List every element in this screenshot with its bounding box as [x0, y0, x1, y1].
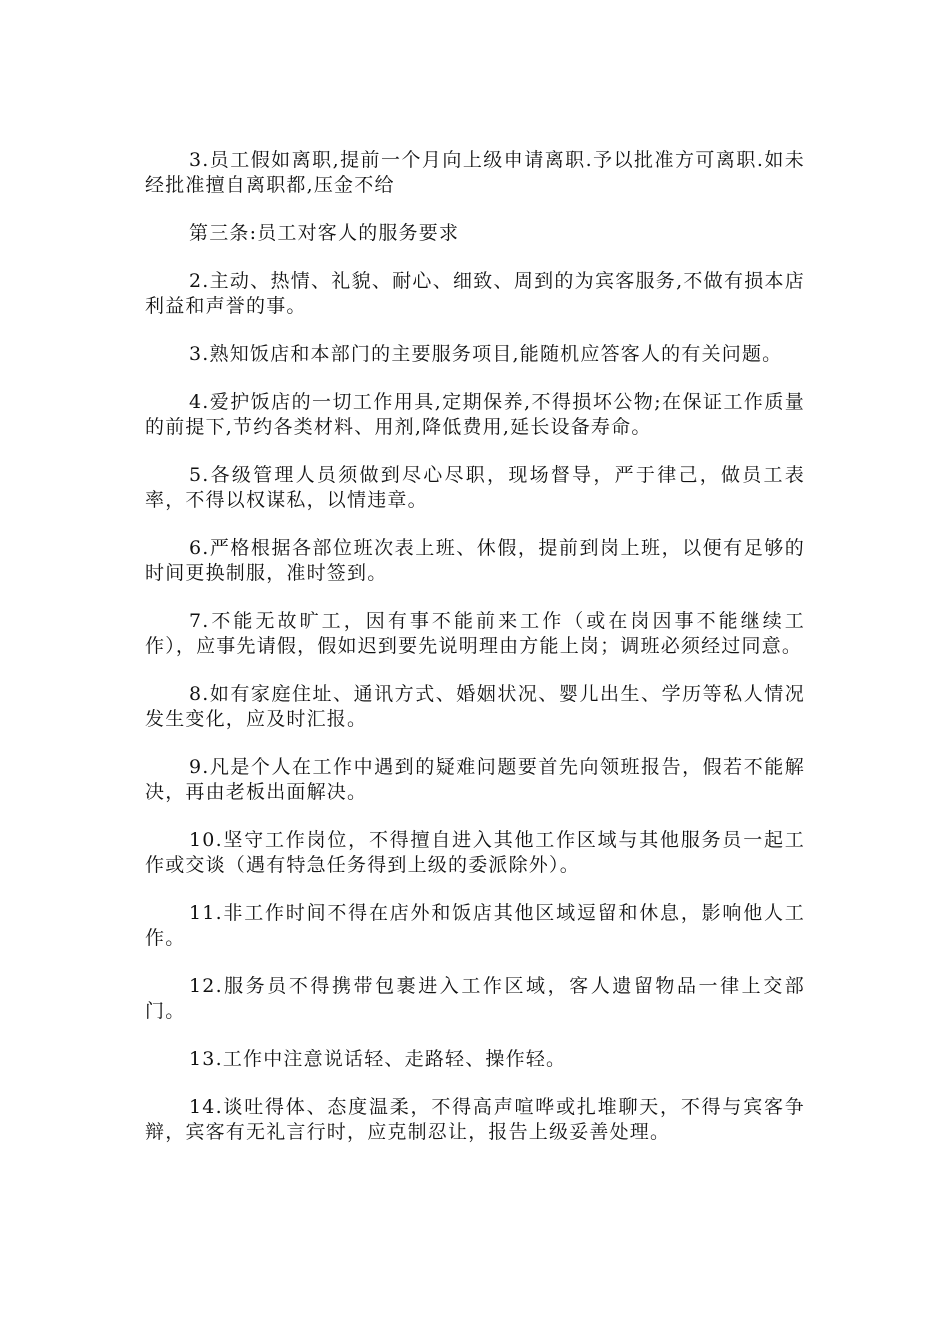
paragraph-item-7: 7.不能无故旷工，因有事不能前来工作（或在岗因事不能继续工作），应事先请假，假如迟到要先说明理由方能上岗；调班必须经过同意。 [145, 610, 805, 657]
paragraph-item-12: 12.服务员不得携带包裹进入工作区域，客人遗留物品一律上交部门。 [145, 975, 805, 1022]
paragraph-item-9: 9.凡是个人在工作中遇到的疑难问题要首先向领班报告，假若不能解决，再由老板出面解决。 [145, 756, 805, 803]
paragraph-item-2: 2.主动、热情、礼貌、耐心、细致、周到的为宾客服务,不做有损本店利益和声誉的事。 [145, 270, 805, 317]
paragraph-item-14: 14.谈吐得体、态度温柔，不得高声喧哗或扎堆聊天，不得与宾客争辩，宾客有无礼言行时，应克制忍让，报告上级妥善处理。 [145, 1096, 805, 1143]
paragraph-item-6: 6.严格根据各部位班次表上班、休假，提前到岗上班，以便有足够的时间更换制服，准时签到。 [145, 537, 805, 584]
document-page [145, 148, 805, 1168]
paragraph-item-4: 4.爱护饭店的一切工作用具,定期保养,不得损坏公物;在保证工作质量的前提下,节约各类材料、用剂,降低费用,延长设备寿命。 [145, 391, 805, 438]
paragraph-item-11: 11.非工作时间不得在店外和饭店其他区域逗留和休息，影响他人工作。 [145, 902, 805, 949]
paragraph-item-8: 8.如有家庭住址、通讯方式、婚姻状况、婴儿出生、学历等私人情况发生变化，应及时汇报。 [145, 683, 805, 730]
paragraph-item-13: 13.工作中注意说话轻、走路轻、操作轻。 [189, 1048, 567, 1070]
paragraph-item-10: 10.坚守工作岗位，不得擅自进入其他工作区域与其他服务员一起工作或交谈（遇有特急任务得到上级的委派除外）。 [145, 829, 805, 876]
paragraph-item-3: 3.熟知饭店和本部门的主要服务项目,能随机应答客人的有关问题。 [189, 343, 783, 365]
paragraph-resignation-rule: 3.员工假如离职,提前一个月向上级申请离职.予以批准方可离职.如未经批准擅自离职都,压金不给 [145, 149, 805, 196]
paragraph-item-5: 5.各级管理人员须做到尽心尽职，现场督导，严于律己，做员工表率，不得以权谋私，以情违章。 [145, 464, 805, 511]
section-heading-article-3: 第三条:员工对客人的服务要求 [189, 222, 460, 244]
